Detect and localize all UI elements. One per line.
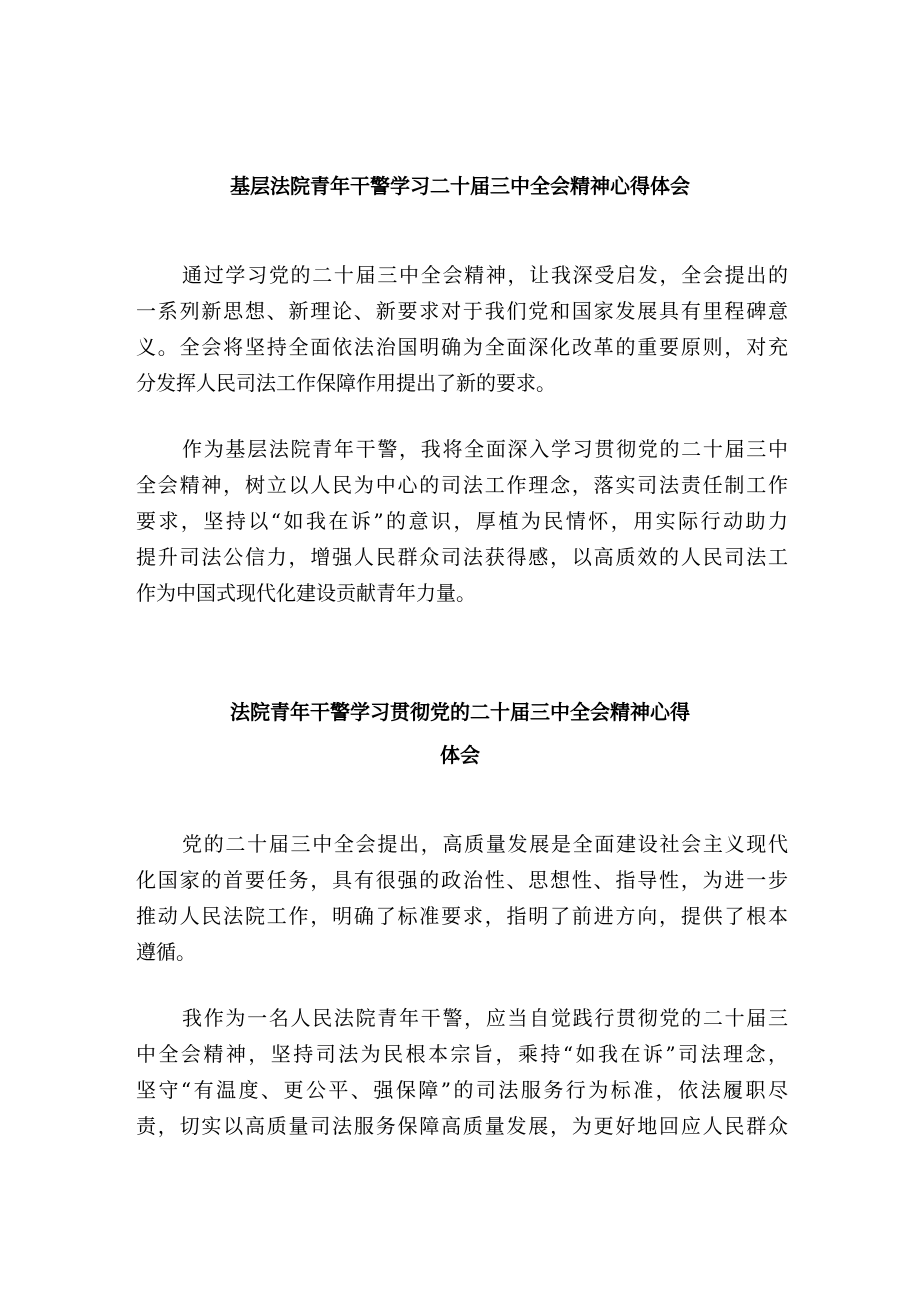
text-line: 分发挥人民司法工作保障作用提出了新的要求。 [136,371,556,395]
section-1-paragraph-1 [136,257,788,401]
text-line: 作为基层法院青年干警，我将全面深入学习贯彻党的二十届三中 [182,437,788,461]
text-line: 坚守“有温度、更公平、强保障”的司法服务行为标准，依法履职尽 [136,1078,788,1102]
text-line: 一系列新思想、新理论、新要求对于我们党和国家发展具有里程碑意 [136,299,788,323]
text-line: 要求，坚持以“如我在诉”的意识，厚植为民情怀，用实际行动助力 [136,509,788,533]
text-line: 全会精神，树立以人民为中心的司法工作理念，落实司法责任制工作 [136,473,788,497]
text-line: 责，切实以高质量司法服务保障高质量发展，为更好地回应人民群众 [136,1114,788,1138]
text-line: 党的二十届三中全会提出，高质量发展是全面建设社会主义现代 [182,832,788,856]
section-1-paragraph-2 [136,431,788,611]
text-line: 通过学习党的二十届三中全会精神，让我深受启发，全会提出的 [182,263,788,287]
text-line: 我作为一名人民法院青年干警，应当自觉践行贯彻党的二十届三 [182,1006,788,1030]
section-1-title: 基层法院青年干警学习二十届三中全会精神心得体会 [230,174,690,198]
section-2-title-line-1: 法院青年干警学习贯彻党的二十届三中全会精神心得 [230,700,690,724]
text-line: 提升司法公信力，增强人民群众司法获得感，以高质效的人民司法工 [136,545,788,569]
text-line: 化国家的首要任务，具有很强的政治性、思想性、指导性，为进一步 [136,868,788,892]
section-2-title-line-2: 体会 [440,743,480,767]
section-2-paragraph-1 [136,826,788,970]
text-line: 推动人民法院工作，明确了标准要求，指明了前进方向，提供了根本 [136,904,788,928]
text-line: 中全会精神，坚持司法为民根本宗旨，乘持“如我在诉”司法理念， [136,1042,788,1066]
text-line: 作为中国式现代化建设贡献青年力量。 [136,581,476,605]
text-line: 遵循。 [136,940,196,964]
section-2-paragraph-2 [136,1000,788,1144]
text-line: 义。全会将坚持全面依法治国明确为全面深化改革的重要原则，对充 [136,335,788,359]
